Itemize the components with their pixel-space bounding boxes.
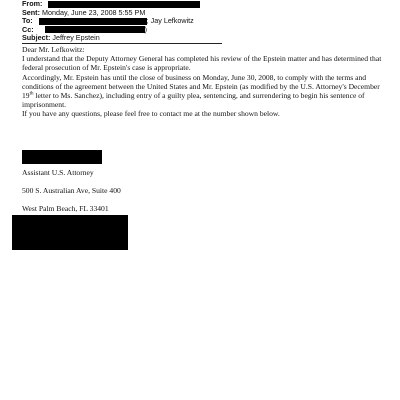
from-redaction xyxy=(48,1,200,8)
contact-info-redaction xyxy=(12,215,128,250)
header-divider xyxy=(22,43,222,44)
email-body xyxy=(22,45,386,119)
paragraph-2-part-1: Accordingly, Mr. Epstein has until the close of business on Monday, June 30, 2008, to comply with the terms and conditions of the agreement between the United States and Mr. Epstein (as modified by the U.S. Attorney's December 19 xyxy=(22,72,380,101)
to-redaction xyxy=(39,18,147,25)
paragraph-2-superscript: th xyxy=(29,91,34,97)
cc-label: Cc: xyxy=(22,24,34,34)
paragraph-3: If you have any questions, please feel free to contact me at the number shown below. xyxy=(22,109,280,119)
paragraph-1: I understand that the Deputy Attorney General has completed his review of the Epstein matter and has determined that federal prosecution of Mr. Epstein's case is appropriate. xyxy=(22,54,382,73)
signature-title: Assistant U.S. Attorney xyxy=(22,168,94,177)
signature-address-line-2: West Palm Beach, FL 33401 xyxy=(22,204,109,213)
to-label: To: xyxy=(22,16,33,26)
signature-block xyxy=(22,168,121,222)
greeting: Dear Mr. Lefkowitz: xyxy=(22,45,85,54)
sent-value: Monday, June 23, 2008 5:55 PM xyxy=(41,7,146,17)
subject-label: Subject: xyxy=(22,33,51,43)
subject-value: Jeffrey Epstein xyxy=(52,33,100,43)
signature-address-line-1: 500 S. Australian Ave, Suite 400 xyxy=(22,186,121,195)
cc-redaction xyxy=(45,26,145,33)
subject-row xyxy=(22,34,200,43)
to-row xyxy=(22,17,200,26)
cc-paren: ) xyxy=(144,24,147,34)
paragraph-2-part-2: letter to Ms. Sanchez), including entry of a guilty plea, sentencing, and surrendering to begin his sentence of imprisonment. xyxy=(22,91,365,110)
to-value: ; Jay Lefkowitz xyxy=(146,16,194,26)
from-label: From: xyxy=(22,0,43,8)
paragraph-2 xyxy=(22,73,386,110)
signature-name-redaction xyxy=(22,150,102,164)
sent-label: Sent: xyxy=(22,7,40,17)
email-header xyxy=(22,0,200,43)
